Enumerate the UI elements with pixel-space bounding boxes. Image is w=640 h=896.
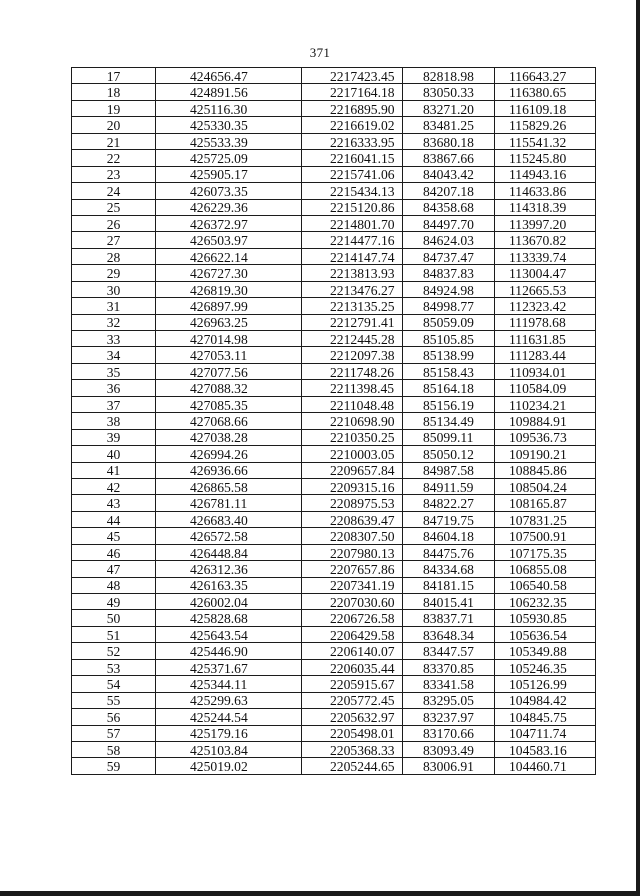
coordinate-c-cell: 83680.18 — [403, 133, 495, 149]
table-row — [72, 183, 596, 199]
point-number-cell: 37 — [72, 396, 156, 412]
coordinate-c-cell: 85059.09 — [403, 314, 495, 330]
coordinate-a-cell: 425116.30 — [156, 100, 302, 116]
coordinate-b-cell: 2206035.44 — [302, 659, 403, 675]
point-number-cell: 47 — [72, 561, 156, 577]
table-row — [72, 100, 596, 116]
coordinate-c-cell: 84015.41 — [403, 594, 495, 610]
coordinate-b-cell: 2207980.13 — [302, 544, 403, 560]
coordinate-c-cell: 85164.18 — [403, 380, 495, 396]
coordinate-d-cell: 104711.74 — [495, 725, 596, 741]
coordinate-d-cell: 107831.25 — [495, 511, 596, 527]
coordinate-d-cell: 104460.71 — [495, 758, 596, 774]
table-row — [72, 659, 596, 675]
coordinate-b-cell: 2210003.05 — [302, 446, 403, 462]
point-number-cell: 46 — [72, 544, 156, 560]
coordinate-c-cell: 84475.76 — [403, 544, 495, 560]
page-number: 371 — [309, 45, 331, 60]
table-row — [72, 314, 596, 330]
coordinate-a-cell: 425725.09 — [156, 150, 302, 166]
coordinate-c-cell: 83447.57 — [403, 643, 495, 659]
point-number-cell: 21 — [72, 133, 156, 149]
coordinate-c-cell: 84043.42 — [403, 166, 495, 182]
coordinate-b-cell: 2212445.28 — [302, 331, 403, 347]
coordinate-a-cell: 425828.68 — [156, 610, 302, 626]
table-row — [72, 429, 596, 445]
point-number-cell: 48 — [72, 577, 156, 593]
table-row — [72, 68, 596, 84]
coordinate-c-cell: 83867.66 — [403, 150, 495, 166]
coordinate-a-cell: 426994.26 — [156, 446, 302, 462]
point-number-cell: 22 — [72, 150, 156, 166]
coordinate-b-cell: 2211748.26 — [302, 363, 403, 379]
coordinate-c-cell: 82818.98 — [403, 68, 495, 84]
point-number-cell: 34 — [72, 347, 156, 363]
coordinate-d-cell: 111283.44 — [495, 347, 596, 363]
coordinate-b-cell: 2214147.74 — [302, 248, 403, 264]
coordinate-a-cell: 426503.97 — [156, 232, 302, 248]
coordinate-table-body — [72, 68, 596, 775]
coordinate-b-cell: 2205368.33 — [302, 741, 403, 757]
coordinate-c-cell: 84924.98 — [403, 281, 495, 297]
point-number-cell: 24 — [72, 183, 156, 199]
coordinate-a-cell: 427038.28 — [156, 429, 302, 445]
coordinate-a-cell: 426963.25 — [156, 314, 302, 330]
coordinate-c-cell: 84822.27 — [403, 495, 495, 511]
point-number-cell: 45 — [72, 528, 156, 544]
coordinate-d-cell: 107500.91 — [495, 528, 596, 544]
point-number-cell: 28 — [72, 248, 156, 264]
point-number-cell: 58 — [72, 741, 156, 757]
coordinate-d-cell: 105126.99 — [495, 676, 596, 692]
table-row — [72, 331, 596, 347]
coordinate-b-cell: 2209315.16 — [302, 478, 403, 494]
table-row — [72, 709, 596, 725]
point-number-cell: 54 — [72, 676, 156, 692]
coordinate-d-cell: 115829.26 — [495, 117, 596, 133]
table-row — [72, 725, 596, 741]
coordinate-d-cell: 111978.68 — [495, 314, 596, 330]
coordinate-d-cell: 106232.35 — [495, 594, 596, 610]
coordinate-b-cell: 2210350.25 — [302, 429, 403, 445]
coordinate-d-cell: 104845.75 — [495, 709, 596, 725]
table-row — [72, 166, 596, 182]
coordinate-a-cell: 426073.35 — [156, 183, 302, 199]
coordinate-a-cell: 425344.11 — [156, 676, 302, 692]
point-number-cell: 26 — [72, 215, 156, 231]
table-row — [72, 758, 596, 774]
coordinate-c-cell: 83006.91 — [403, 758, 495, 774]
coordinate-a-cell: 425103.84 — [156, 741, 302, 757]
point-number-cell: 52 — [72, 643, 156, 659]
coordinate-a-cell: 424891.56 — [156, 84, 302, 100]
coordinate-b-cell: 2205632.97 — [302, 709, 403, 725]
coordinate-a-cell: 425179.16 — [156, 725, 302, 741]
point-number-cell: 53 — [72, 659, 156, 675]
coordinate-c-cell: 84334.68 — [403, 561, 495, 577]
coordinate-a-cell: 426572.58 — [156, 528, 302, 544]
coordinate-a-cell: 426229.36 — [156, 199, 302, 215]
coordinate-b-cell: 2213135.25 — [302, 298, 403, 314]
coordinate-d-cell: 114318.39 — [495, 199, 596, 215]
point-number-cell: 41 — [72, 462, 156, 478]
coordinate-c-cell: 85134.49 — [403, 413, 495, 429]
coordinate-b-cell: 2208975.53 — [302, 495, 403, 511]
coordinate-a-cell: 426936.66 — [156, 462, 302, 478]
coordinate-d-cell: 113670.82 — [495, 232, 596, 248]
coordinate-a-cell: 424656.47 — [156, 68, 302, 84]
point-number-cell: 33 — [72, 331, 156, 347]
coordinate-b-cell: 2213813.93 — [302, 265, 403, 281]
table-row — [72, 150, 596, 166]
point-number-cell: 27 — [72, 232, 156, 248]
coordinate-c-cell: 84181.15 — [403, 577, 495, 593]
point-number-cell: 18 — [72, 84, 156, 100]
coordinate-b-cell: 2210698.90 — [302, 413, 403, 429]
point-number-cell: 20 — [72, 117, 156, 133]
coordinate-a-cell: 425330.35 — [156, 117, 302, 133]
coordinate-d-cell: 109536.73 — [495, 429, 596, 445]
table-row — [72, 692, 596, 708]
coordinate-c-cell: 83341.58 — [403, 676, 495, 692]
coordinate-b-cell: 2208639.47 — [302, 511, 403, 527]
coordinate-c-cell: 84719.75 — [403, 511, 495, 527]
coordinate-b-cell: 2212791.41 — [302, 314, 403, 330]
coordinate-b-cell: 2216333.95 — [302, 133, 403, 149]
coordinate-d-cell: 104583.16 — [495, 741, 596, 757]
point-number-cell: 17 — [72, 68, 156, 84]
coordinate-a-cell: 425446.90 — [156, 643, 302, 659]
table-row — [72, 577, 596, 593]
coordinate-d-cell: 113004.47 — [495, 265, 596, 281]
coordinate-d-cell: 111631.85 — [495, 331, 596, 347]
coordinate-c-cell: 84358.68 — [403, 199, 495, 215]
coordinate-c-cell: 83271.20 — [403, 100, 495, 116]
coordinate-d-cell: 105349.88 — [495, 643, 596, 659]
coordinate-a-cell: 425019.02 — [156, 758, 302, 774]
table-row — [72, 643, 596, 659]
coordinate-b-cell: 2206726.58 — [302, 610, 403, 626]
point-number-cell: 19 — [72, 100, 156, 116]
coordinate-c-cell: 84604.18 — [403, 528, 495, 544]
coordinate-b-cell: 2216619.02 — [302, 117, 403, 133]
coordinate-a-cell: 425643.54 — [156, 626, 302, 642]
table-row — [72, 232, 596, 248]
coordinate-a-cell: 427014.98 — [156, 331, 302, 347]
coordinate-b-cell: 2211398.45 — [302, 380, 403, 396]
table-row — [72, 133, 596, 149]
coordinate-b-cell: 2207657.86 — [302, 561, 403, 577]
point-number-cell: 35 — [72, 363, 156, 379]
coordinate-d-cell: 115541.32 — [495, 133, 596, 149]
coordinate-a-cell: 425244.54 — [156, 709, 302, 725]
coordinate-c-cell: 83370.85 — [403, 659, 495, 675]
coordinate-d-cell: 109190.21 — [495, 446, 596, 462]
point-number-cell: 38 — [72, 413, 156, 429]
coordinate-a-cell: 427088.32 — [156, 380, 302, 396]
coordinate-b-cell: 2205244.65 — [302, 758, 403, 774]
point-number-cell: 39 — [72, 429, 156, 445]
coordinate-c-cell: 84837.83 — [403, 265, 495, 281]
coordinate-b-cell: 2213476.27 — [302, 281, 403, 297]
coordinate-c-cell: 84737.47 — [403, 248, 495, 264]
coordinate-a-cell: 426683.40 — [156, 511, 302, 527]
coordinate-d-cell: 112665.53 — [495, 281, 596, 297]
table-row — [72, 248, 596, 264]
coordinate-a-cell: 427053.11 — [156, 347, 302, 363]
coordinate-b-cell: 2206140.07 — [302, 643, 403, 659]
coordinate-c-cell: 83050.33 — [403, 84, 495, 100]
table-row — [72, 215, 596, 231]
coordinate-c-cell: 83295.05 — [403, 692, 495, 708]
point-number-cell: 55 — [72, 692, 156, 708]
coordinate-a-cell: 425371.67 — [156, 659, 302, 675]
table-row — [72, 347, 596, 363]
coordinate-c-cell: 83481.25 — [403, 117, 495, 133]
coordinate-b-cell: 2209657.84 — [302, 462, 403, 478]
table-row — [72, 626, 596, 642]
coordinate-d-cell: 113997.20 — [495, 215, 596, 231]
coordinate-d-cell: 115245.80 — [495, 150, 596, 166]
coordinate-d-cell: 112323.42 — [495, 298, 596, 314]
coordinate-d-cell: 105636.54 — [495, 626, 596, 642]
table-row — [72, 265, 596, 281]
coordinate-d-cell: 108504.24 — [495, 478, 596, 494]
table-row — [72, 446, 596, 462]
coordinate-a-cell: 426312.36 — [156, 561, 302, 577]
coordinate-b-cell: 2216041.15 — [302, 150, 403, 166]
table-row — [72, 544, 596, 560]
table-row — [72, 561, 596, 577]
coordinate-d-cell: 114633.86 — [495, 183, 596, 199]
coordinate-d-cell: 110934.01 — [495, 363, 596, 379]
coordinate-a-cell: 426448.84 — [156, 544, 302, 560]
point-number-cell: 40 — [72, 446, 156, 462]
coordinate-a-cell: 426781.11 — [156, 495, 302, 511]
table-row — [72, 741, 596, 757]
coordinate-d-cell: 116380.65 — [495, 84, 596, 100]
coordinate-d-cell: 114943.16 — [495, 166, 596, 182]
table-row — [72, 610, 596, 626]
table-row — [72, 594, 596, 610]
table-row — [72, 84, 596, 100]
coordinate-c-cell: 83237.97 — [403, 709, 495, 725]
point-number-cell: 31 — [72, 298, 156, 314]
point-number-cell: 44 — [72, 511, 156, 527]
coordinate-d-cell: 116643.27 — [495, 68, 596, 84]
coordinate-b-cell: 2205498.01 — [302, 725, 403, 741]
coordinate-b-cell: 2207030.60 — [302, 594, 403, 610]
point-number-cell: 25 — [72, 199, 156, 215]
point-number-cell: 29 — [72, 265, 156, 281]
coordinate-a-cell: 427077.56 — [156, 363, 302, 379]
coordinate-d-cell: 107175.35 — [495, 544, 596, 560]
coordinate-c-cell: 84497.70 — [403, 215, 495, 231]
coordinate-d-cell: 116109.18 — [495, 100, 596, 116]
coordinate-d-cell: 109884.91 — [495, 413, 596, 429]
coordinate-b-cell: 2217164.18 — [302, 84, 403, 100]
coordinate-d-cell: 105246.35 — [495, 659, 596, 675]
coordinate-b-cell: 2206429.58 — [302, 626, 403, 642]
coordinate-b-cell: 2215741.06 — [302, 166, 403, 182]
point-number-cell: 30 — [72, 281, 156, 297]
coordinate-d-cell: 110584.09 — [495, 380, 596, 396]
point-number-cell: 42 — [72, 478, 156, 494]
coordinate-b-cell: 2205915.67 — [302, 676, 403, 692]
coordinate-b-cell: 2211048.48 — [302, 396, 403, 412]
table-row — [72, 396, 596, 412]
point-number-cell: 49 — [72, 594, 156, 610]
point-number-cell: 57 — [72, 725, 156, 741]
coordinate-d-cell: 104984.42 — [495, 692, 596, 708]
coordinate-c-cell: 85158.43 — [403, 363, 495, 379]
coordinate-b-cell: 2215434.13 — [302, 183, 403, 199]
coordinate-a-cell: 426897.99 — [156, 298, 302, 314]
coordinate-b-cell: 2208307.50 — [302, 528, 403, 544]
table-row — [72, 413, 596, 429]
coordinate-b-cell: 2216895.90 — [302, 100, 403, 116]
coordinate-c-cell: 85105.85 — [403, 331, 495, 347]
coordinate-a-cell: 427068.66 — [156, 413, 302, 429]
point-number-cell: 43 — [72, 495, 156, 511]
coordinate-b-cell: 2205772.45 — [302, 692, 403, 708]
table-row — [72, 363, 596, 379]
coordinate-b-cell: 2207341.19 — [302, 577, 403, 593]
coordinate-b-cell: 2215120.86 — [302, 199, 403, 215]
point-number-cell: 32 — [72, 314, 156, 330]
point-number-cell: 23 — [72, 166, 156, 182]
coordinate-c-cell: 85050.12 — [403, 446, 495, 462]
point-number-cell: 50 — [72, 610, 156, 626]
table-row — [72, 199, 596, 215]
coordinate-c-cell: 84624.03 — [403, 232, 495, 248]
coordinate-c-cell: 84987.58 — [403, 462, 495, 478]
table-row — [72, 478, 596, 494]
coordinate-a-cell: 425533.39 — [156, 133, 302, 149]
coordinate-a-cell: 426622.14 — [156, 248, 302, 264]
coordinate-a-cell: 426819.30 — [156, 281, 302, 297]
coordinate-a-cell: 426372.97 — [156, 215, 302, 231]
scan-border-bottom — [0, 891, 640, 896]
coordinate-d-cell: 108845.86 — [495, 462, 596, 478]
coordinate-c-cell: 83170.66 — [403, 725, 495, 741]
coordinate-b-cell: 2214801.70 — [302, 215, 403, 231]
coordinate-c-cell: 83093.49 — [403, 741, 495, 757]
coordinate-a-cell: 425905.17 — [156, 166, 302, 182]
coordinate-d-cell: 105930.85 — [495, 610, 596, 626]
coordinate-c-cell: 83837.71 — [403, 610, 495, 626]
coordinate-c-cell: 83648.34 — [403, 626, 495, 642]
coordinate-c-cell: 84911.59 — [403, 478, 495, 494]
table-row — [72, 495, 596, 511]
coordinate-b-cell: 2217423.45 — [302, 68, 403, 84]
coordinate-c-cell: 85099.11 — [403, 429, 495, 445]
coordinate-a-cell: 426865.58 — [156, 478, 302, 494]
coordinate-b-cell: 2214477.16 — [302, 232, 403, 248]
point-number-cell: 36 — [72, 380, 156, 396]
point-number-cell: 56 — [72, 709, 156, 725]
coordinate-c-cell: 85138.99 — [403, 347, 495, 363]
coordinate-a-cell: 427085.35 — [156, 396, 302, 412]
coordinate-a-cell: 425299.63 — [156, 692, 302, 708]
table-row — [72, 528, 596, 544]
coordinate-a-cell: 426002.04 — [156, 594, 302, 610]
coordinate-a-cell: 426163.35 — [156, 577, 302, 593]
point-number-cell: 59 — [72, 758, 156, 774]
table-row — [72, 511, 596, 527]
coordinate-d-cell: 106855.08 — [495, 561, 596, 577]
table-row — [72, 298, 596, 314]
coordinate-d-cell: 110234.21 — [495, 396, 596, 412]
coordinate-d-cell: 106540.58 — [495, 577, 596, 593]
coordinate-c-cell: 84207.18 — [403, 183, 495, 199]
scan-border-right — [636, 0, 640, 896]
coordinate-b-cell: 2212097.38 — [302, 347, 403, 363]
table-row — [72, 676, 596, 692]
coordinate-c-cell: 85156.19 — [403, 396, 495, 412]
table-row — [72, 117, 596, 133]
coordinate-a-cell: 426727.30 — [156, 265, 302, 281]
table-row — [72, 380, 596, 396]
table-row — [72, 281, 596, 297]
coordinate-d-cell: 108165.87 — [495, 495, 596, 511]
coordinate-c-cell: 84998.77 — [403, 298, 495, 314]
coordinate-table — [71, 67, 596, 775]
coordinate-d-cell: 113339.74 — [495, 248, 596, 264]
table-row — [72, 462, 596, 478]
point-number-cell: 51 — [72, 626, 156, 642]
